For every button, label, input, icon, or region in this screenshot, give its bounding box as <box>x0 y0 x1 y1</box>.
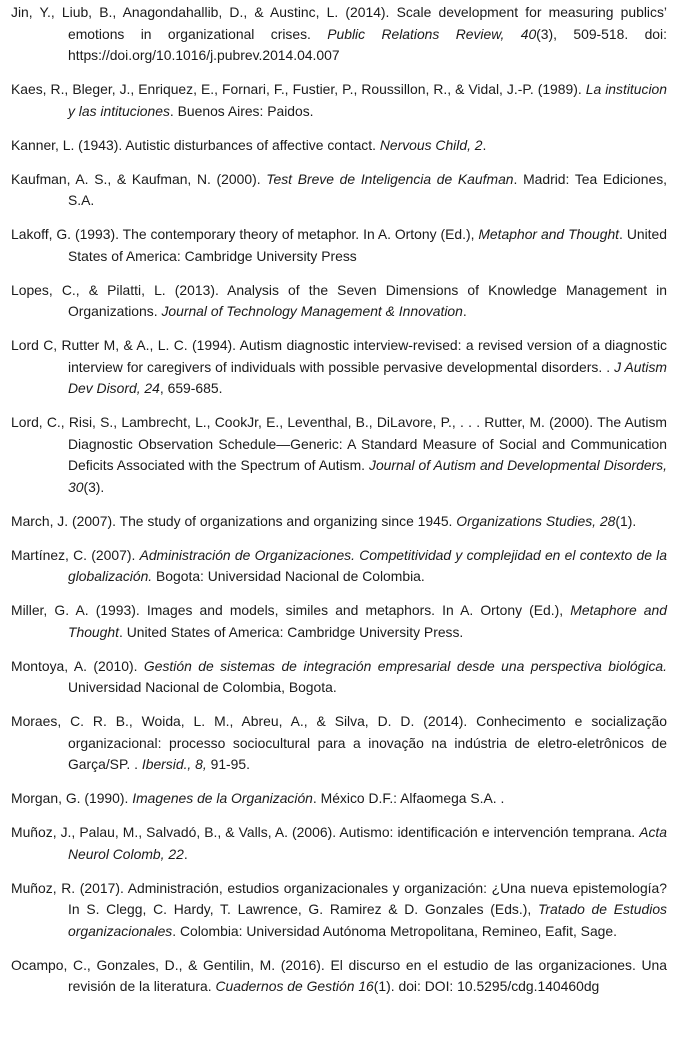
reference-text: Jin, Y., Liub, B., Anagondahallib, D., & Austinc, L. (2014). Scale development for measuring publics’ emotions in organizational crises. <box>11 4 667 42</box>
reference-text: Bogota: Universidad Nacional de Colombia. <box>152 568 425 584</box>
reference-text: . <box>482 136 487 153</box>
reference-entry <box>11 511 667 533</box>
reference-text: . <box>462 303 467 319</box>
reference-entry <box>11 135 667 157</box>
reference-italic-text: Tratado de Estudios organizacionales <box>68 901 667 939</box>
reference-text: . United States of America: Cambridge University Press. <box>118 623 464 640</box>
reference-entry <box>11 169 667 212</box>
reference-italic-text: J Autism Dev Disord, 24 <box>68 358 667 396</box>
reference-italic-text: Cuadernos de Gestión 16 <box>215 978 374 994</box>
reference-italic-text: Organizations Studies, 28 <box>456 512 616 529</box>
reference-text: Morgan, G. (1990). <box>11 790 133 806</box>
reference-text: 91-95. <box>206 756 250 772</box>
reference-italic-text: Acta Neurol Colomb, 22 <box>68 824 667 862</box>
reference-italic-text: Metaphore and Thought <box>68 602 667 640</box>
reference-text: . <box>183 845 188 862</box>
reference-italic-text: La institucion y las intituciones <box>68 81 667 119</box>
reference-text: . United States of America: Cambridge University Press <box>68 226 667 264</box>
reference-entry <box>11 2 667 67</box>
reference-text: March, J. (2007). The study of organizations and organizing since 1945. <box>11 512 457 529</box>
reference-text: Moraes, C. R. B., Woida, L. M., Abreu, A., & Silva, D. D. (2014). Conhecimento e socialização organizacional: processo sociocultural para a inovação na indústria de eletro-eletrônicos de Garça/SP. . <box>11 713 667 772</box>
reference-entry <box>11 79 667 122</box>
reference-text: (3), 509-518. doi: https://doi.org/10.1016/j.pubrev.2014.04.007 <box>68 25 667 63</box>
reference-text: Ocampo, C., Gonzales, D., & Gentilin, M. (2016). El discurso en el estudio de las organizaciones. Una revisión de la literatura. <box>11 956 667 994</box>
reference-entry <box>11 412 667 498</box>
reference-entry <box>11 335 667 400</box>
reference-text: (3). <box>83 478 105 495</box>
reference-italic-text: Journal of Technology Management & Innovation <box>161 303 463 319</box>
reference-entry <box>11 878 667 943</box>
reference-entry <box>11 822 667 865</box>
reference-italic-text: Journal of Autism and Developmental Disorders, 30 <box>68 457 667 495</box>
reference-entry <box>11 600 667 643</box>
reference-text: Miller, G. A. (1993). Images and models, similes and metaphors. In A. Ortony (Ed.), <box>11 602 571 618</box>
reference-italic-text: Gestión de sistemas de integración empresarial desde una perspectiva biológica. <box>143 657 667 674</box>
reference-text: , 659-685. <box>159 380 223 396</box>
reference-text: . Buenos Aires: Paidos. <box>169 102 314 119</box>
reference-italic-text: Nervous Child, 2 <box>379 136 483 153</box>
reference-text: Muñoz, J., Palau, M., Salvadó, B., & Valls, A. (2006). Autismo: identificación e intervención temprana. <box>11 824 640 840</box>
reference-text: Kaes, R., Bleger, J., Enriquez, E., Fornari, F., Fustier, P., Roussillon, R., & Vidal, J.-P. (1989). <box>11 81 586 97</box>
reference-text: (1). doi: DOI: 10.5295/cdg.140460dg <box>373 978 600 994</box>
reference-text: Muñoz, R. (2017). Administración, estudios organizacionales y organización: ¿Una nueva epistemología? In S. Clegg, C. Hardy, T. Lawrence, G. Ramirez & D. Gonzales (Eds.), <box>11 879 667 917</box>
reference-entry <box>11 224 667 267</box>
reference-italic-text: Metaphor and Thought <box>478 226 620 242</box>
reference-text: Lakoff, G. (1993). The contemporary theory of metaphor. In A. Ortony (Ed.), <box>11 226 479 242</box>
reference-entry <box>11 656 667 699</box>
reference-entry <box>11 545 667 588</box>
reference-text: Montoya, A. (2010). <box>11 657 144 674</box>
reference-italic-text: Imagenes de la Organización <box>132 790 313 806</box>
reference-italic-text: Ibersid., 8, <box>141 756 207 772</box>
reference-text: (1). <box>615 512 637 529</box>
reference-text: . Colombia: Universidad Autónoma Metropolitana, Remineo, Eafit, Sage. <box>172 922 617 939</box>
reference-text: Lord, C., Risi, S., Lambrecht, L., CookJr, E., Leventhal, B., DiLavore, P., . . . Rutter, M. (2000). The Autism Diagnostic Observation Schedule—Generic: A Standard Measure of Social and Communication Deficits Associated with the Spectrum of Autism. <box>11 414 667 473</box>
reference-italic-text: Public Relations Review, 40 <box>327 25 537 42</box>
reference-text: Lord C, Rutter M, & A., L. C. (1994). Autism diagnostic interview-revised: a revised version of a diagnostic interview for caregivers of individuals with possible pervasive developmental disorders. . <box>11 337 667 375</box>
reference-entry <box>11 280 667 323</box>
reference-italic-text: Administración de Organizaciones. Competitividad y complejidad en el contexto de la globalización. <box>68 546 667 584</box>
reference-text: Universidad Nacional de Colombia, Bogota. <box>68 679 337 695</box>
reference-text: . México D.F.: Alfaomega S.A. . <box>312 790 505 806</box>
reference-text: Lopes, C., & Pilatti, L. (2013). Analysis of the Seven Dimensions of Knowledge Management in Organizations. <box>11 281 667 319</box>
reference-entry <box>11 711 667 776</box>
reference-text: . Madrid: Tea Ediciones, S.A. <box>68 170 667 208</box>
reference-italic-text: Test Breve de Inteligencia de Kaufman <box>266 170 514 187</box>
reference-entry <box>11 955 667 998</box>
reference-text: Martínez, C. (2007). <box>11 546 140 563</box>
reference-text: Kanner, L. (1943). Autistic disturbances of affective contact. <box>11 136 380 153</box>
reference-text: Kaufman, A. S., & Kaufman, N. (2000). <box>11 170 267 187</box>
reference-entry <box>11 788 667 810</box>
